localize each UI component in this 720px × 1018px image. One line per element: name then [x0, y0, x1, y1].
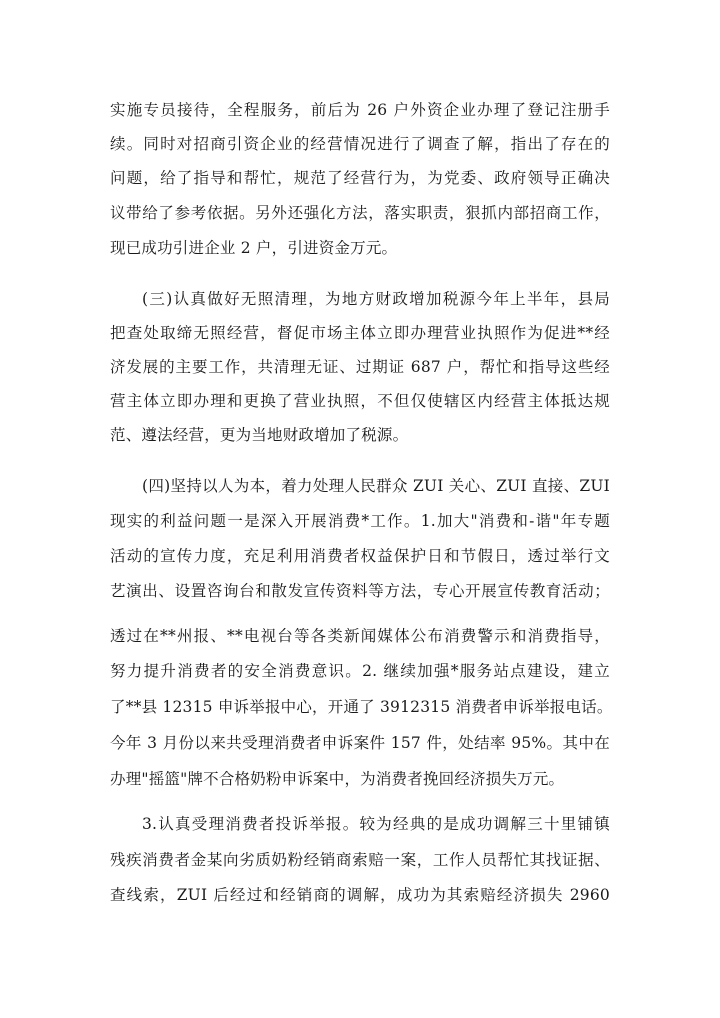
text-line: 问题，给了指导和帮忙，规范了经营行为，为党委、政府领导正确决	[110, 169, 610, 187]
text-line: 现已成功引进企业 2 户，引进资金万元。	[110, 239, 398, 257]
text-line: 把查处取缔无照经营，督促市场主体立即办理营业执照作为促进**经	[110, 324, 610, 342]
paragraph-item-3: 3.认真受理消费者投诉举报。较为经典的是成功调解三十里铺镇	[142, 815, 610, 833]
text-line: 现实的利益问题一是深入开展消费*工作。1.加大"消费和-谐"年专题	[110, 512, 610, 530]
text-line: 范、遵法经营，更为当地财政增加了税源。	[110, 426, 409, 444]
text-line: 艺演出、设置咨询台和散发宣传资料等方法，专心开展宣传教育活动；	[110, 582, 610, 600]
text-line: 今年 3 月份以来共受理消费者申诉案件 157 件，处结率 95%。其中在	[110, 734, 610, 752]
text-line: 实施专员接待，全程服务，前后为 26 户外资企业办理了登记注册手	[110, 101, 610, 119]
text-line: 营主体立即办理和更换了营业执照，不但仅使辖区内经营主体抵达规	[110, 392, 610, 410]
text-line: 办理"摇篮"牌不合格奶粉申诉案中，为消费者挽回经济损失万元。	[110, 770, 565, 788]
text-line: 残疾消费者金某向劣质奶粉经销商索赔一案，工作人员帮忙其找证据、	[110, 851, 610, 869]
text-line: 努力提升消费者的安全消费意识。2. 继续加强*服务站点建设，建立	[110, 662, 610, 680]
text-line: 查线索，ZUI 后经过和经销商的调解，成功为其索赔经济损失 2960	[110, 886, 610, 904]
text-line: 续。同时对招商引资企业的经营情况进行了调查了解，指出了存在的	[110, 135, 610, 153]
text-line: 透过在**州报、**电视台等各类新闻媒体公布消费警示和消费指导，	[110, 627, 610, 645]
text-line: 议带给了参考依据。另外还强化方法，落实职责，狠抓内部招商工作，	[110, 204, 610, 222]
text-line: 活动的宣传力度，充足利用消费者权益保护日和节假日，透过举行文	[110, 547, 610, 565]
text-line: 了**县 12315 申诉举报中心，开通了 3912315 消费者申诉举报电话。	[110, 698, 613, 716]
paragraph-heading-3: (三)认真做好无照清理，为地方财政增加税源今年上半年，县局	[142, 290, 610, 308]
text-line: 济发展的主要工作，共清理无证、过期证 687 户，帮忙和指导这些经	[110, 358, 610, 376]
paragraph-heading-4: (四)坚持以人为本，着力处理人民群众 ZUI 关心、ZUI 直接、ZUI	[142, 477, 610, 495]
